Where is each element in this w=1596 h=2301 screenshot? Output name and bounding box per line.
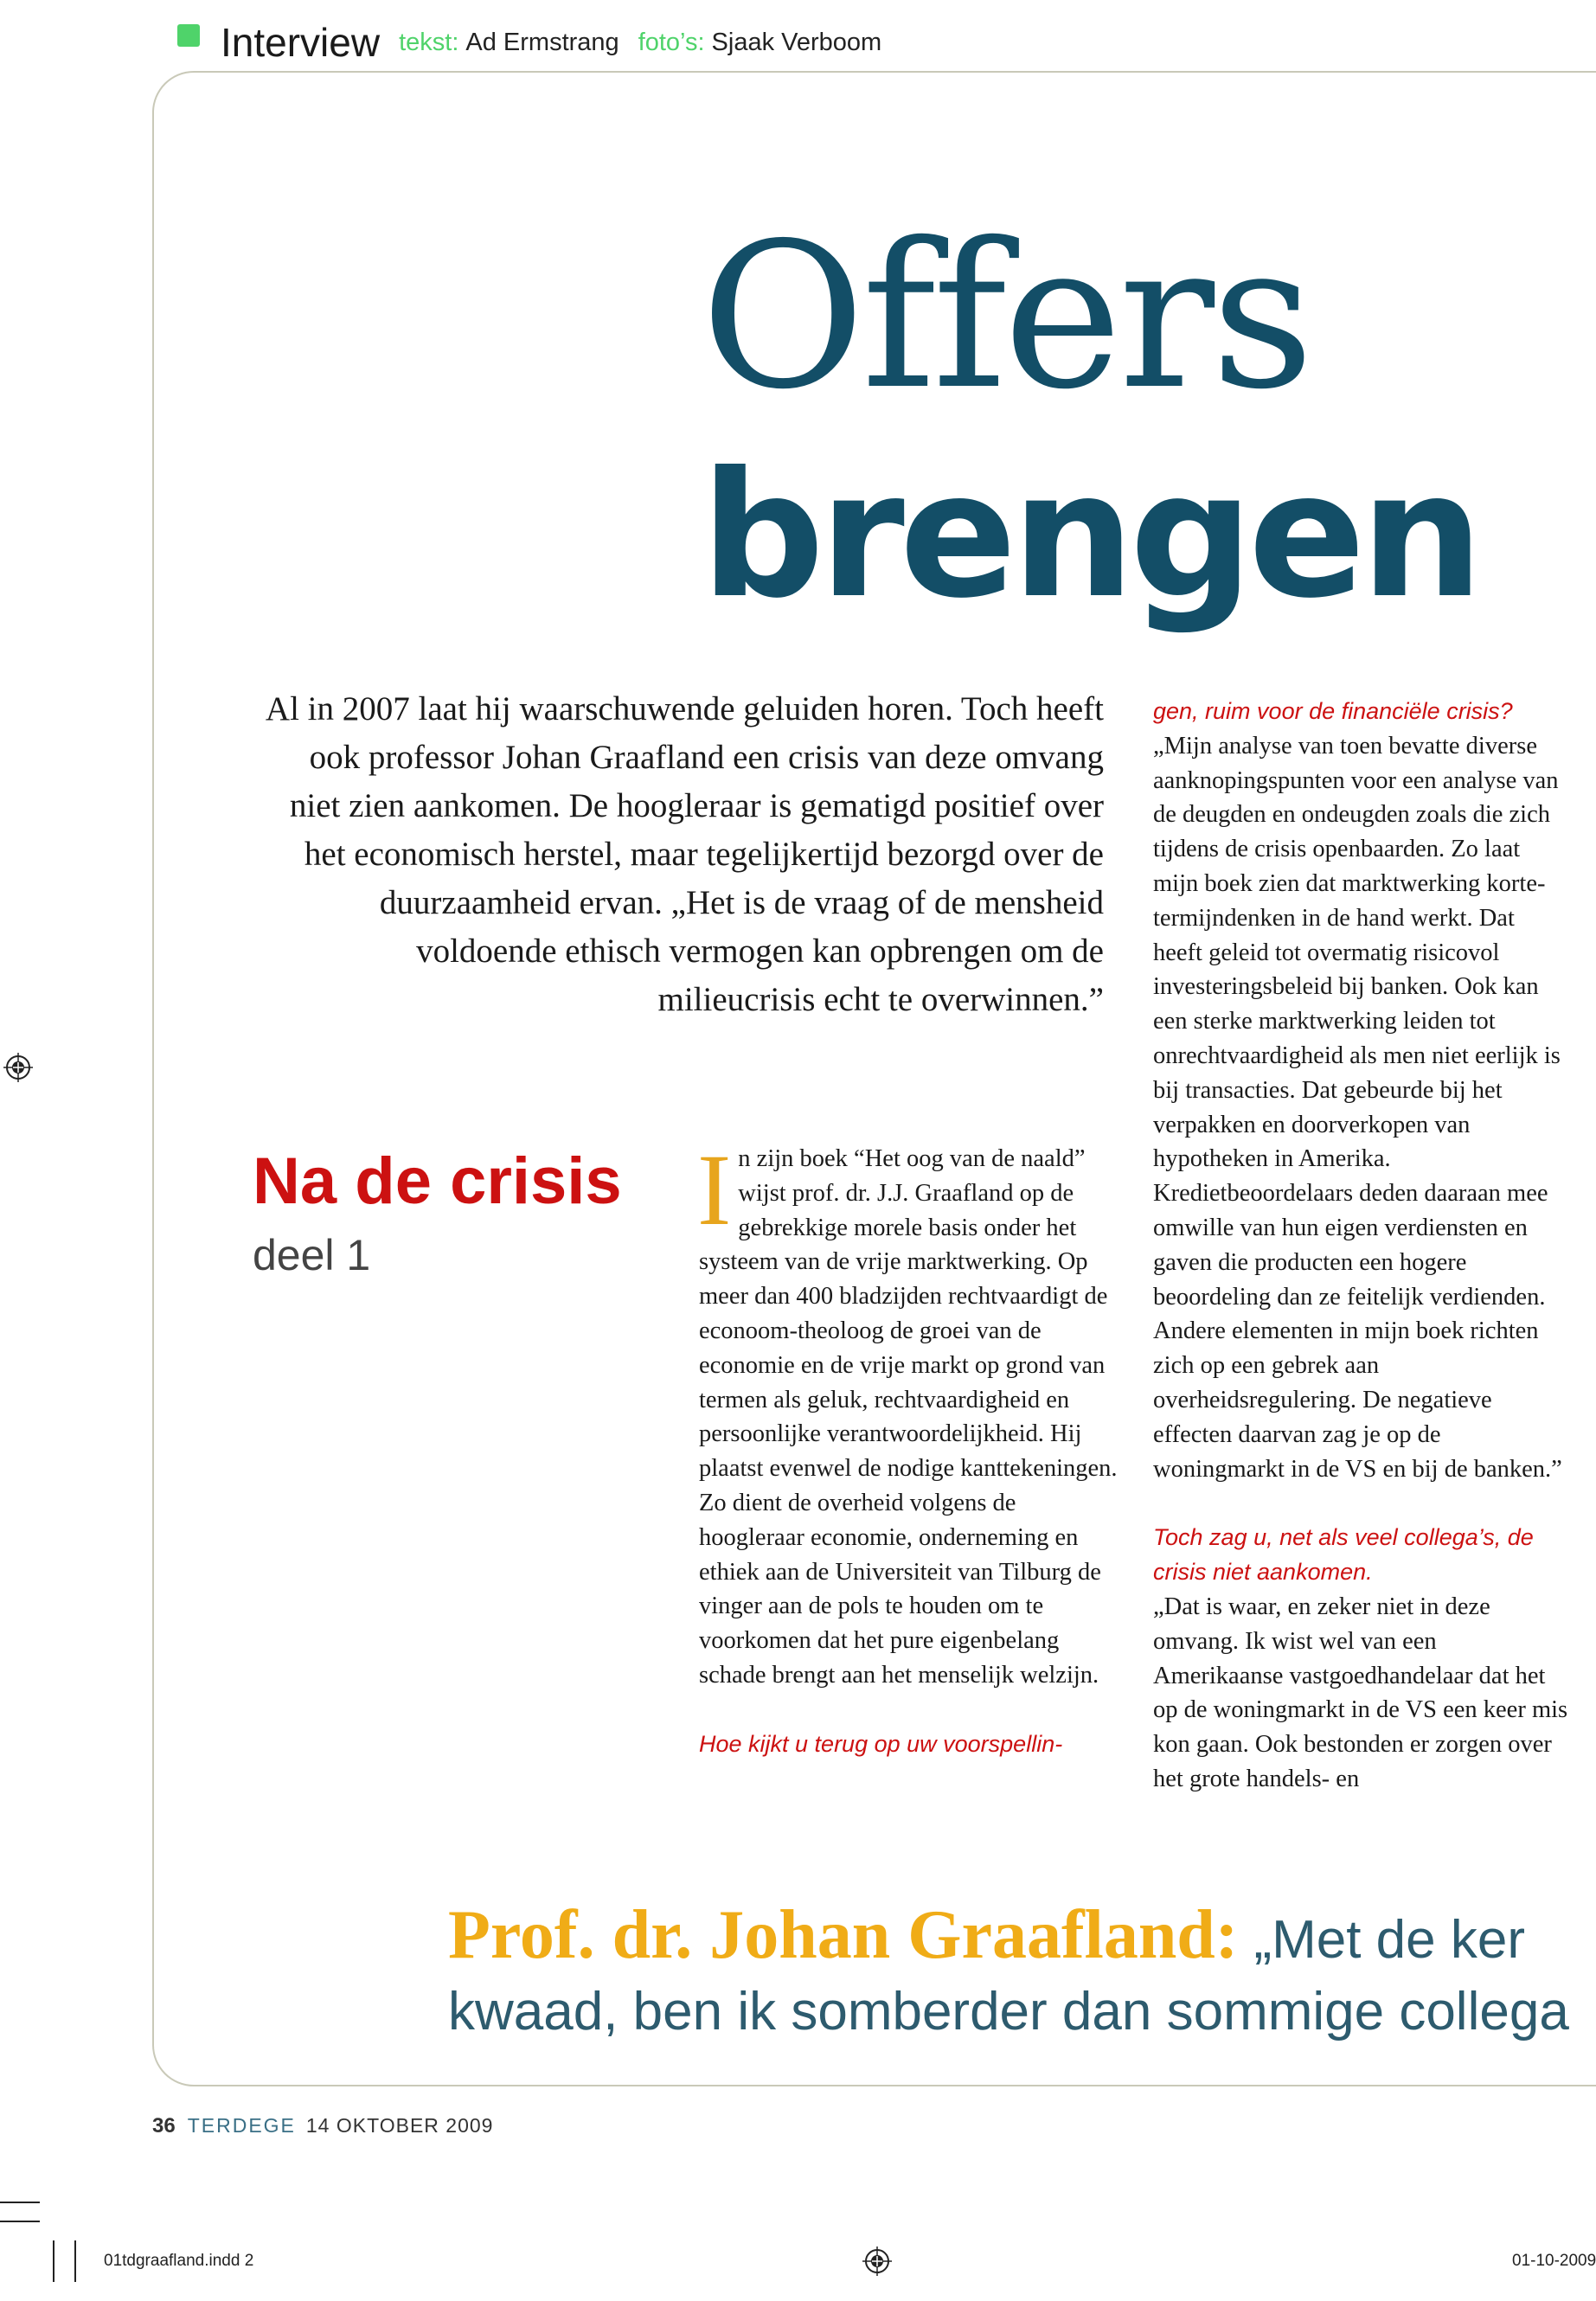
green-square-icon bbox=[177, 24, 200, 47]
slug-filename: 01tdgraafland.indd 2 bbox=[104, 2252, 254, 2270]
interview-answer: „Mijn analyse van toen bevatte diverse aanknopingspunten voor een analyse van de deugden en ondeugden zoals die zich tijdens de crisis openbaarden. Zo laat mijn boek zien dat marktwerking korte-termijndenken in de hand werkt. Dat heeft geleid tot overmatig risicovol investeringsbeleid bij banken. Ook kan een sterke marktwerking leiden tot onrechtvaardigheid als men niet eerlijk is bij transacties. Dat gebeurde bij het verpakken en doorverkopen van hypotheken in Amerika. Kredietbeoordelaars deden daaraan mee omwille van hun eigen verdiensten en gaven die producten een hogere beoordeling dan ze feitelijk verdienden. Andere elementen in mijn boek richten zich op een gebrek aan overheidsregulering. De negatieve effecten daarvan zag je op de woningmarkt in de VS en bij de banken.” bbox=[1153, 732, 1562, 1483]
crop-mark bbox=[53, 2240, 54, 2282]
pull-quote-line-1 bbox=[448, 1896, 1525, 1975]
photographer-name: Sjaak Verboom bbox=[711, 28, 882, 56]
registration-mark-icon bbox=[862, 2247, 892, 2276]
interview-question: Toch zag u, net als veel collega’s, de crisis niet aankomen. bbox=[1153, 1524, 1534, 1586]
crop-mark bbox=[74, 2240, 76, 2282]
text-credit-label: tekst: bbox=[399, 28, 459, 56]
headline-line-2: brengen bbox=[701, 435, 1479, 637]
body-column-2 bbox=[1153, 695, 1568, 1797]
crop-mark bbox=[0, 2221, 40, 2222]
body-paragraph bbox=[697, 1133, 1121, 1693]
series-subtitle: deel 1 bbox=[253, 1231, 371, 1279]
body-paragraph-text: n zijn boek “Het oog van de naald” wijst prof. dr. J.J. Graafland op de gebrekkige morele basis onder het systeem van de vrije marktwerking. Op meer dan 400 bladzijden rechtvaardigt de econoom-theoloog de groei van de economie en de vrije markt op grond van termen als geluk, rechtvaardigheid en persoonlijke verantwoordelijkheid. Hij plaatst evenwel de nodige kanttekeningen. Zo dient de overheid volgens de hoogleraar economie, onderneming en ethiek aan de Universiteit van Tilburg de vinger aan de pols te houden om te voorkomen dat het pure eigenbelang schade brengt aan het menselijk welzijn. bbox=[699, 1145, 1118, 1689]
magazine-name: TERDEGE bbox=[187, 2114, 296, 2137]
photo-credit-label: foto’s: bbox=[638, 28, 705, 56]
issue-date: 14 OKTOBER 2009 bbox=[305, 2114, 494, 2137]
quote-speaker: Prof. dr. Johan Graafland: bbox=[448, 1897, 1239, 1973]
section-header bbox=[177, 19, 881, 71]
slug-date: 01-10-2009 bbox=[1512, 2252, 1596, 2270]
body-column-1 bbox=[697, 1133, 1121, 1762]
interview-answer: „Dat is waar, en zeker niet in deze omvang. Ik wist wel van een Amerikaanse vastgoedhandelaar dat het op de woningmarkt in de VS een keer mis kon gaan. Ook bestonden er zorgen over het grote handels- en bbox=[1153, 1593, 1568, 1792]
interview-question-continued: gen, ruim voor de financiële crisis? bbox=[1153, 698, 1513, 724]
intro-lead: Al in 2007 laat hij waarschuwende geluiden horen. Toch heeft ook professor Johan Graafland een crisis van deze omvang niet zien aankomen. De hoogleraar is gematigd positief over het economisch herstel, maar tegelijkertijd bezorgd over de duurzaamheid ervan. „Het is de vraag of de mensheid voldoende ethisch vermogen kan opbrengen om de milieucrisis echt te overwinnen.” bbox=[265, 690, 1104, 1018]
page-footer bbox=[152, 2114, 493, 2138]
quote-text-start: „Met de ker bbox=[1253, 1910, 1525, 1970]
author-name: Ad Ermstrang bbox=[465, 28, 619, 56]
section-label: Interview bbox=[221, 20, 381, 65]
headline-line-1: Offers bbox=[701, 200, 1311, 433]
series-title: Na de crisis bbox=[253, 1144, 622, 1218]
crop-mark bbox=[0, 2202, 40, 2203]
page-number: 36 bbox=[152, 2114, 176, 2138]
pull-quote-line-2: kwaad, ben ik somberder dan sommige collega bbox=[448, 1982, 1569, 2041]
drop-cap: I bbox=[697, 1133, 732, 1247]
interview-question: Hoe kijkt u terug op uw voorspellin- bbox=[699, 1730, 1063, 1757]
registration-mark-icon bbox=[3, 1053, 33, 1082]
